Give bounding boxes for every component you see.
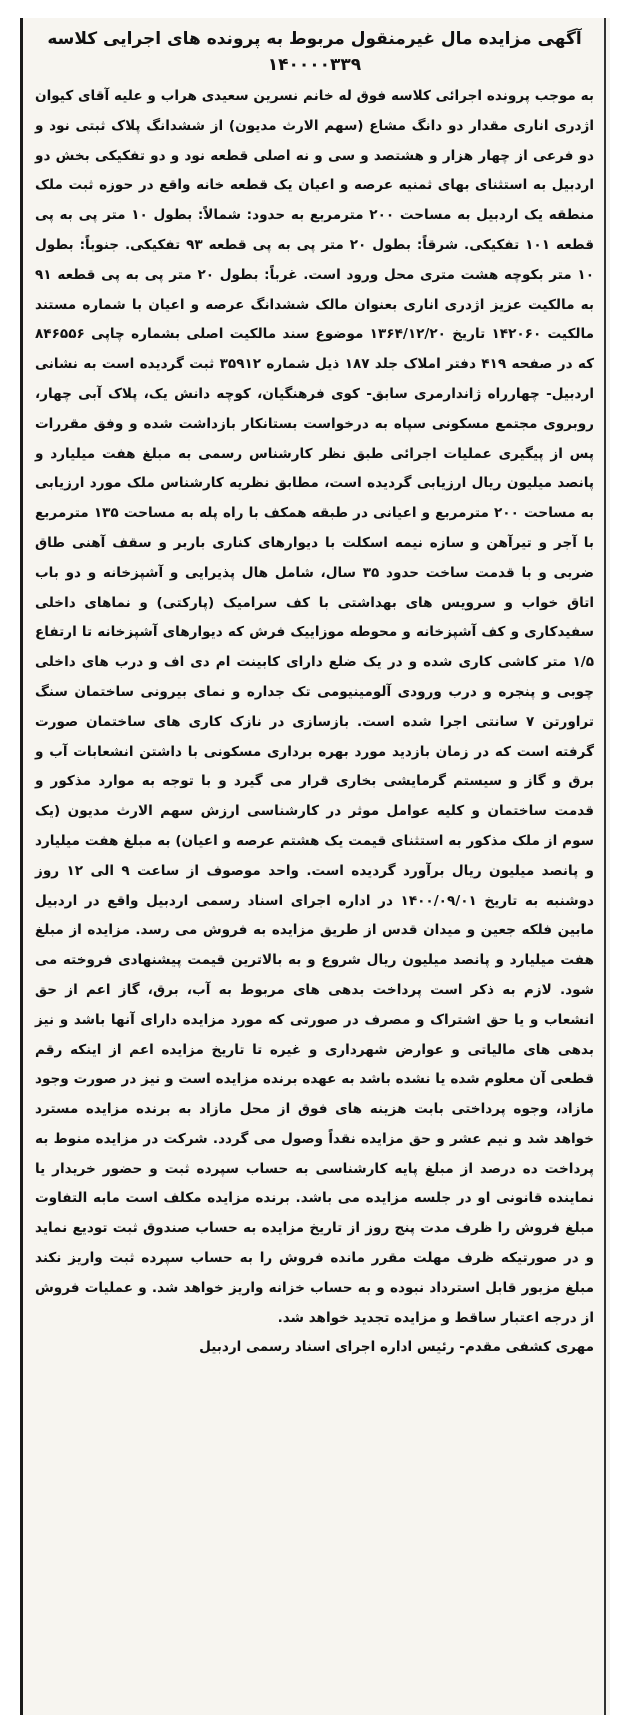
notice-signature: مهری کشفی مقدم- رئیس اداره اجرای اسناد رسمی اردبیل [199,1339,594,1356]
notice-title-case-number: ۱۴۰۰۰۰۳۳۹ [267,55,362,75]
notice-title [35,26,594,78]
column-rule [604,18,606,1715]
notice-title-line1: آگهی مزایده مال غیرمنقول مربوط به پرونده های اجرایی کلاسه [47,29,582,49]
notice-clipping [20,18,610,1715]
notice-body: به موجب پرونده اجرائی کلاسه فوق له خانم نسرین سعیدی هراب و علیه آقای کیوان اژدری اناری مقدار دو دانگ مشاع (سهم الارث مدیون) از ششدانگ پلاک ثبتی نود و دو فرعی از چهار هزار و هشتصد و سی و نه اصلی قطعه نود و دو تفکیکی بخش دو اردبیل به استثنای بهای ثمنیه عرصه و اعیان یک قطعه خانه واقع در حوزه ثبت ملک منطقه یک اردبیل به مساحت ۲۰۰ مترمربع به حدود: شمالاً: بطول ۱۰ متر پی به پی قطعه ۱۰۱ تفکیکی. شرقاً: بطول ۲۰ متر پی به پی قطعه ۹۳ تفکیکی. جنوباً: بطول ۱۰ متر بکوچه هشت متری محل ورود است. غرباً: بطول ۲۰ متر پی به پی قطعه ۹۱ به مالکیت عزیز اژدری اناری بعنوان مالک ششدانگ عرصه و اعیان با شماره مستند مالکیت ۱۴۲۰۶۰ تاریخ ۱۳۶۴/۱۲/۲۰ موضوع سند مالکیت اصلی بشماره چاپی ۸۴۶۵۵۶ که در صفحه ۴۱۹ دفتر املاک جلد ۱۸۷ ذیل شماره ۳۵۹۱۲ ثبت گردیده است به نشانی اردبیل- چهارراه ژاندارمری سابق- کوی فرهنگیان، کوچه دانش یک، پلاک آبی چهار، روبروی مجتمع مسکونی سپاه به درخواست بستانکار بازداشت شده و وفق مقررات پس از پیگیری عملیات اجرائی طبق نظر کارشناس رسمی به مبلغ هفت میلیارد و پانصد میلیون ریال ارزیابی گردیده است، مطابق نظریه کارشناس ملک مورد ارزیابی به مساحت ۲۰۰ مترمربع و اعیانی در طبقه همکف با راه پله به مساحت ۱۳۵ مترمربع با آجر و تیرآهن و سازه نیمه اسکلت با دیوارهای کناری باربر و سقف آهنی طاق ضربی و با قدمت ساخت حدود ۳۵ سال، شامل هال پذیرایی و آشپزخانه و دو باب اتاق خواب و سرویس های بهداشتی با کف سرامیک (پارکتی) و نماهای داخلی سفیدکاری و کف آشپزخانه و محوطه موزاییک فرش که دیوارهای آشپزخانه تا ارتفاع ۱/۵ متر کاشی کاری شده و در یک ضلع دارای کابینت ام دی اف و درب های داخلی چوبی و پنجره و درب ورودی آلومینیومی تک جداره و نمای بیرونی ساختمان سنگ تراورتن ۷ سانتی اجرا شده است. بازسازی در نازک کاری های ساختمان صورت گرفته است که در زمان بازدید مورد بهره برداری مسکونی با داشتن انشعابات آب و برق و گاز و سیستم گرمایشی بخاری قرار می گیرد و با توجه به موارد مذکور و قدمت ساختمان و کلیه عوامل موثر در کارشناسی ارزش سهم الارث مدیون (یک سوم از ملک مذکور به استثنای قیمت یک هشتم عرصه و اعیان) به مبلغ هفت میلیارد و پانصد میلیون ریال برآورد گردیده است. واحد موصوف از ساعت ۹ الی ۱۲ روز دوشنبه به تاریخ ۱۴۰۰/۰۹/۰۱ در اداره اجرای اسناد رسمی اردبیل واقع در اردبیل مابین فلکه جعین و میدان قدس از طریق مزایده به فروش می رسد. مزایده از مبلغ هفت میلیارد و پانصد میلیون ریال شروع و به بالاترین قیمت پیشنهادی فروخته می شود. لازم به ذکر است پرداخت بدهی های مربوط به آب، برق، گاز اعم از حق انشعاب و یا حق اشتراک و مصرف در صورتی که مورد مزایده دارای آنها باشد و نیز بدهی های مالیاتی و عوارض شهرداری و غیره تا تاریخ مزایده اعم از اینکه رقم قطعی آن معلوم شده یا نشده باشد به عهده برنده مزایده است و نیز در صورت وجود مازاد، وجوه پرداختی بابت هزینه های فوق از محل مازاد به برنده مزایده مسترد خواهد شد و نیم عشر و حق مزایده نقداً وصول می گردد. شرکت در مزایده منوط به پرداخت ده درصد از مبلغ پایه کارشناسی به حساب سپرده ثبت و حضور خریدار یا نماینده قانونی او در جلسه مزایده می باشد. برنده مزایده مکلف است مابه التفاوت مبلغ فروش را ظرف مدت پنج روز از تاریخ مزایده به حساب صندوق ثبت تودیع نماید و در صورتیکه ظرف مهلت مقرر مانده فروش را به حساب سپرده ثبت واریز نکند مبلغ مزبور قابل استرداد نبوده و به حساب خزانه واریز خواهد شد. و عملیات فروش از درجه اعتبار ساقط و مزایده تجدید خواهد شد. [35,88,595,1326]
